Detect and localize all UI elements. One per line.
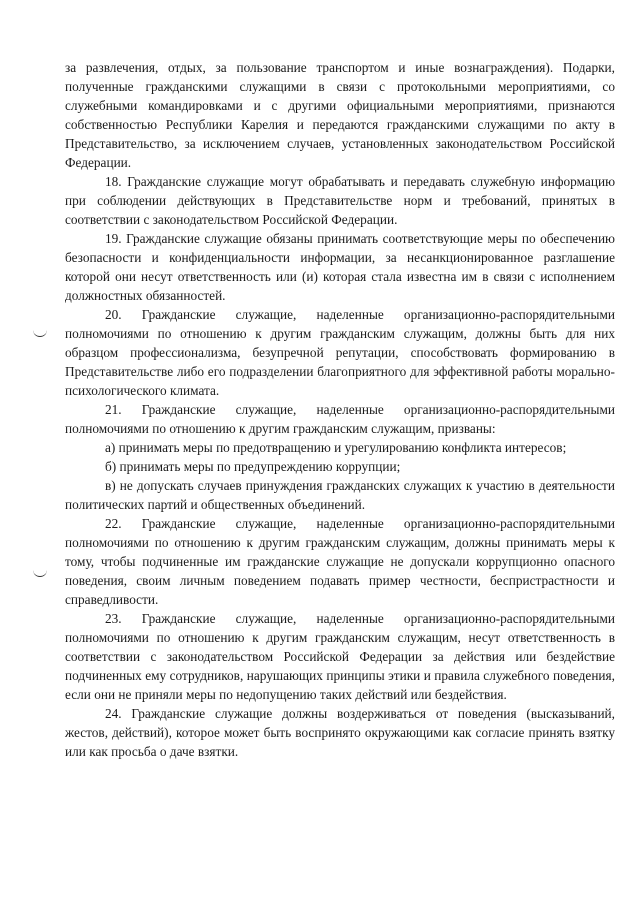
paragraph-continuation: за развлечения, отдых, за пользование транспортом и иные вознаграждения). Подарки, полученные гражданскими служащими в связи с протокольными мероприятиями, со служебными командировками и с другими официальными мероприятиями, признаются собственностью Республики Карелия и передаются гражданскими служащими по акту в Представительство, за исключением случаев, установленных законодательством Российской Федерации. [65,60,615,170]
paragraph-22: 22. Гражданские служащие, наделенные организационно-распорядительными полномочиями по отношению к другим гражданским служащим, должны принимать меры к тому, чтобы подчиненные им гражданские служащие не допускали коррупционно опасного поведения, своим личным поведением подавать пример честности, беспристрастности и справедливости. [65,516,615,607]
paragraph-21-item-a: а) принимать меры по предотвращению и урегулированию конфликта интересов; [105,440,567,455]
paragraph-19: 19. Гражданские служащие обязаны принимать соответствующие меры по обеспечению безопасности и конфиденциальности информации, за несанкционированное разглашение которой они несут ответственность или (и) которая стала известна им в связи с исполнением должностных обязанностей. [65,231,615,303]
paragraph-21: 21. Гражданские служащие, наделенные организационно-распорядительными полномочиями по отношению к другим гражданским служащим, призваны: [65,402,615,436]
paragraph-18: 18. Гражданские служащие могут обрабатывать и передавать служебную информацию при соблюдении действующих в Представительстве норм и требований, принятых в соответствии с законодательством Российской Федерации. [65,174,615,227]
paragraph-20: 20. Гражданские служащие, наделенные организационно-распорядительными полномочиями по отношению к другим гражданским служащим, должны быть для них образцом профессионализма, безупречной репутации, способствовать формированию в Представительстве либо его подразделении благоприятного для эффективной работы морально-психологического климата. [65,307,615,398]
document-page [65,58,615,761]
margin-mark [33,330,47,337]
paragraph-21-item-b: б) принимать меры по предупреждению коррупции; [105,459,401,474]
paragraph-24: 24. Гражданские служащие должны воздерживаться от поведения (высказываний, жестов, действий), которое может быть воспринято окружающими как согласие принять взятку или как просьба о даче взятки. [65,706,615,759]
paragraph-21-item-c: в) не допускать случаев принуждения гражданских служащих к участию в деятельности политических партий и общественных объединений. [65,478,615,512]
margin-mark [33,570,47,577]
paragraph-23: 23. Гражданские служащие, наделенные организационно-распорядительными полномочиями по отношению к другим гражданским служащим, несут ответственность в соответствии с законодательством Российской Федерации за действия или бездействие подчиненных ему сотрудников, нарушающих принципы этики и правила служебного поведения, если они не приняли меры по недопущению таких действий или бездействия. [65,611,615,702]
